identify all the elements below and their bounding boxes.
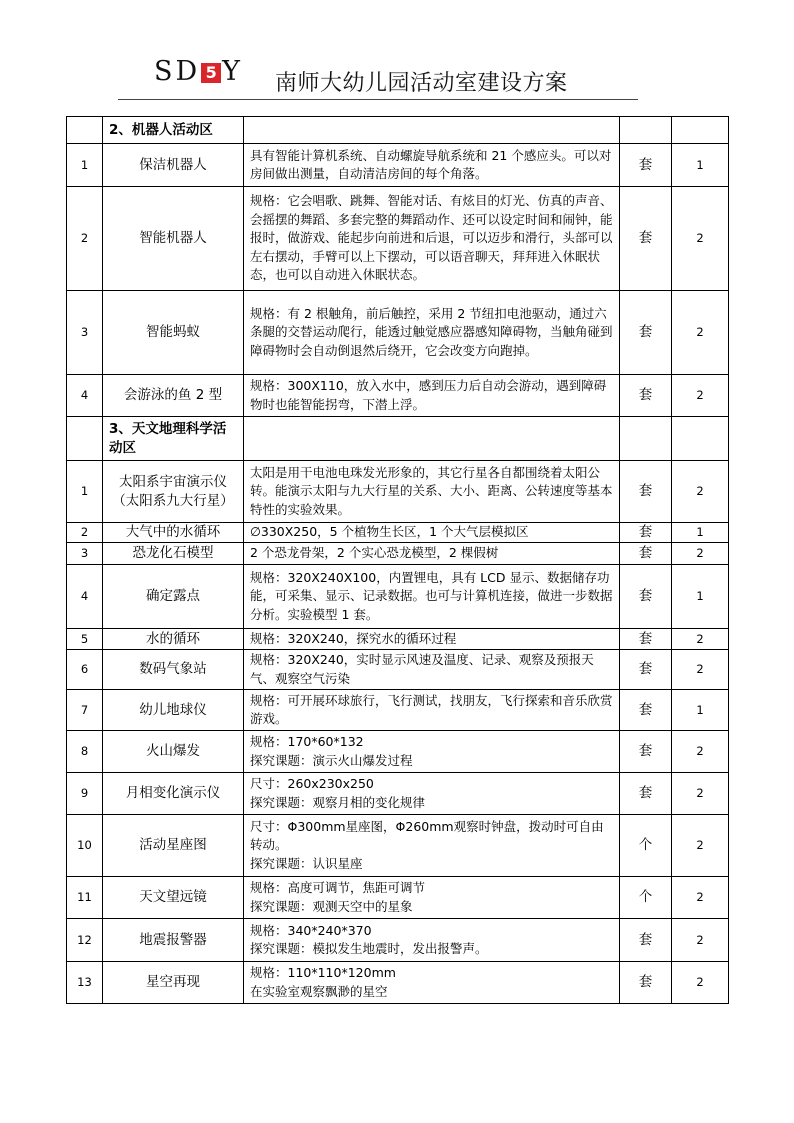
section-qty-cell	[672, 117, 729, 144]
item-quantity: 2	[672, 461, 729, 523]
item-unit: 套	[620, 187, 672, 291]
table-row	[67, 919, 729, 962]
row-number: 4	[67, 565, 103, 629]
row-number: 9	[67, 773, 103, 815]
header-divider	[118, 99, 638, 100]
row-number: 2	[67, 187, 103, 291]
item-description	[244, 375, 620, 417]
item-unit: 套	[620, 461, 672, 523]
row-number: 4	[67, 375, 103, 417]
item-description	[244, 650, 620, 690]
item-quantity: 2	[672, 629, 729, 650]
item-description	[244, 565, 620, 629]
item-description	[244, 690, 620, 731]
item-description	[244, 523, 620, 543]
section-desc-cell	[244, 417, 620, 461]
row-number: 1	[67, 144, 103, 187]
table-row	[67, 523, 729, 543]
section-header-row	[67, 417, 729, 461]
description-line: 探究课题：演示火山爆发过程	[250, 752, 413, 768]
description-line: 规格：320X240X100，内置锂电，具有 LCD 显示、数据储存功能，可采集、显示、记录数据。也可与计算机连接，做进一步数据分析。实验模型 1 套。	[250, 569, 613, 622]
section-title: 3、天文地理科学活动区	[103, 417, 244, 461]
document-title: 南师大幼儿园活动室建设方案	[275, 71, 568, 96]
table-row	[67, 565, 729, 629]
table-row	[67, 877, 729, 919]
item-quantity: 2	[672, 650, 729, 690]
item-quantity: 2	[672, 815, 729, 877]
row-number: 2	[67, 523, 103, 543]
item-quantity: 1	[672, 565, 729, 629]
item-quantity: 2	[672, 919, 729, 962]
description-line: 规格：320X240，实时显示风速及温度、记录、观察及预报天气、观察空气污染	[250, 652, 594, 686]
section-qty-cell	[672, 417, 729, 461]
description-line: 探究课题：观察月相的变化规律	[250, 794, 426, 810]
table-row	[67, 375, 729, 417]
description-line: 太阳是用干电池电珠发光形象的，其它行星各自都围绕着太阳公转。能演示太阳与九大行星的关系、大小、距离、公转速度等基本特性的实验效果。	[250, 464, 613, 517]
item-quantity: 2	[672, 962, 729, 1004]
row-number: 6	[67, 650, 103, 690]
item-name: 智能机器人	[103, 187, 244, 291]
item-name: 太阳系宇宙演示仪（太阳系九大行星）	[103, 461, 244, 523]
item-name: 幼儿地球仪	[103, 690, 244, 731]
item-quantity: 2	[672, 375, 729, 417]
item-unit: 个	[620, 815, 672, 877]
item-unit: 套	[620, 543, 672, 565]
description-line: 规格：高度可调节，焦距可调节	[250, 880, 426, 895]
description-line: 规格：320X240，探究水的循环过程	[250, 630, 457, 646]
row-number: 13	[67, 962, 103, 1004]
item-description	[244, 629, 620, 650]
table-row	[67, 773, 729, 815]
item-unit: 套	[620, 919, 672, 962]
logo-text-left: SD	[154, 56, 201, 87]
row-number: 8	[67, 731, 103, 773]
description-line: ∅330X250，5 个植物生长区，1 个大气层模拟区	[250, 524, 529, 540]
item-name: 星空再现	[103, 962, 244, 1004]
table-row	[67, 629, 729, 650]
item-quantity: 2	[672, 731, 729, 773]
logo	[154, 56, 243, 87]
row-number: 1	[67, 461, 103, 523]
table-row	[67, 690, 729, 731]
table-row	[67, 461, 729, 523]
description-line: 探究课题：观测天空中的星象	[250, 898, 413, 914]
item-name: 火山爆发	[103, 731, 244, 773]
table-row	[67, 731, 729, 773]
table-row	[67, 650, 729, 690]
description-line: 尺寸：260x230x250	[250, 776, 374, 791]
table-row	[67, 144, 729, 187]
item-description	[244, 187, 620, 291]
description-line: 尺寸：Φ300mm星座图，Φ260mm观察时钟盘，拨动时可自由转动。	[250, 818, 604, 853]
row-number: 10	[67, 815, 103, 877]
item-unit: 套	[620, 144, 672, 187]
item-quantity: 1	[672, 523, 729, 543]
description-line: 规格：110*110*120mm	[250, 965, 396, 980]
item-unit: 套	[620, 375, 672, 417]
page-header	[118, 52, 638, 102]
item-quantity: 2	[672, 543, 729, 565]
description-line: 具有智能计算机系统、自动螺旋导航系统和 21 个感应头。可以对房间做出测量，自动清洁房间的每个角落。	[250, 147, 612, 181]
item-unit: 套	[620, 773, 672, 815]
description-line: 探究课题：模拟发生地震时，发出报警声。	[250, 941, 488, 956]
row-number: 3	[67, 291, 103, 375]
section-unit-cell	[620, 117, 672, 144]
section-no-cell	[67, 417, 103, 461]
row-number: 11	[67, 877, 103, 919]
table-row	[67, 187, 729, 291]
item-description	[244, 815, 620, 877]
item-name: 确定露点	[103, 565, 244, 629]
item-unit: 套	[620, 629, 672, 650]
item-description	[244, 731, 620, 773]
item-description	[244, 773, 620, 815]
item-unit: 套	[620, 690, 672, 731]
section-unit-cell	[620, 417, 672, 461]
item-description	[244, 291, 620, 375]
section-title: 2、机器人活动区	[103, 117, 244, 144]
section-desc-cell	[244, 117, 620, 144]
section-no-cell	[67, 117, 103, 144]
item-name: 恐龙化石模型	[103, 543, 244, 565]
description-line: 在实验室观察飘渺的星空	[250, 983, 388, 999]
item-name: 活动星座图	[103, 815, 244, 877]
item-unit: 套	[620, 291, 672, 375]
item-unit: 套	[620, 650, 672, 690]
row-number: 5	[67, 629, 103, 650]
item-unit: 套	[620, 962, 672, 1004]
item-name: 天文望远镜	[103, 877, 244, 919]
description-line: 规格：300X110，放入水中，感到压力后自动会游动，遇到障碍物时也能智能拐弯，下潜上浮。	[250, 378, 607, 412]
item-description	[244, 877, 620, 919]
description-line: 2 个恐龙骨架，2 个实心恐龙模型，2 棵假树	[250, 545, 499, 561]
description-line: 规格：有 2 根触角，前后触控，采用 2 节纽扣电池驱动，通过六条腿的交替运动爬行，能透过触觉感应器感知障碍物，当触角碰到障碍物时会自动倒退然后绕开，它会改变方向跑掉。	[250, 305, 613, 358]
item-name: 水的循环	[103, 629, 244, 650]
item-description	[244, 461, 620, 523]
item-quantity: 2	[672, 187, 729, 291]
item-name: 大气中的水循环	[103, 523, 244, 543]
table-row	[67, 815, 729, 877]
logo-mark: 5	[201, 63, 221, 83]
table-row	[67, 962, 729, 1004]
item-description	[244, 962, 620, 1004]
item-quantity: 2	[672, 877, 729, 919]
description-line: 规格：它会唱歌、跳舞、智能对话、有炫目的灯光、仿真的声音、会摇摆的舞蹈、多套完整的舞蹈动作、还可以设定时间和闹钟，能报时，做游戏、能起步向前进和后退，可以迈步和滑行，头部可以左右摆动，手臂可以上下摆动，可以语音聊天，拜拜进入休眠状态，也可以自动进入休眠状态。	[250, 193, 613, 283]
logo-text-right: Y	[222, 56, 243, 87]
row-number: 3	[67, 543, 103, 565]
item-name: 数码气象站	[103, 650, 244, 690]
item-name: 地震报警器	[103, 919, 244, 962]
item-unit: 套	[620, 523, 672, 543]
item-name: 智能蚂蚁	[103, 291, 244, 375]
item-description	[244, 543, 620, 565]
equipment-table	[66, 116, 729, 1004]
description-line: 探究课题：认识星座	[250, 855, 363, 871]
item-unit: 套	[620, 731, 672, 773]
description-line: 规格：可开展环球旅行，飞行测试，找朋友，飞行探索和音乐欣赏游戏。	[250, 692, 613, 726]
item-name: 保洁机器人	[103, 144, 244, 187]
section-header-row	[67, 117, 729, 144]
row-number: 7	[67, 690, 103, 731]
row-number: 12	[67, 919, 103, 962]
item-quantity: 1	[672, 144, 729, 187]
item-description	[244, 919, 620, 962]
description-line: 规格：340*240*370	[250, 922, 372, 938]
table-row	[67, 543, 729, 565]
item-name: 会游泳的鱼 2 型	[103, 375, 244, 417]
table-row	[67, 291, 729, 375]
item-unit: 个	[620, 877, 672, 919]
item-unit: 套	[620, 565, 672, 629]
description-line: 规格：170*60*132	[250, 734, 364, 749]
item-quantity: 2	[672, 773, 729, 815]
item-quantity: 2	[672, 291, 729, 375]
item-name: 月相变化演示仪	[103, 773, 244, 815]
item-quantity: 1	[672, 690, 729, 731]
item-description	[244, 144, 620, 187]
